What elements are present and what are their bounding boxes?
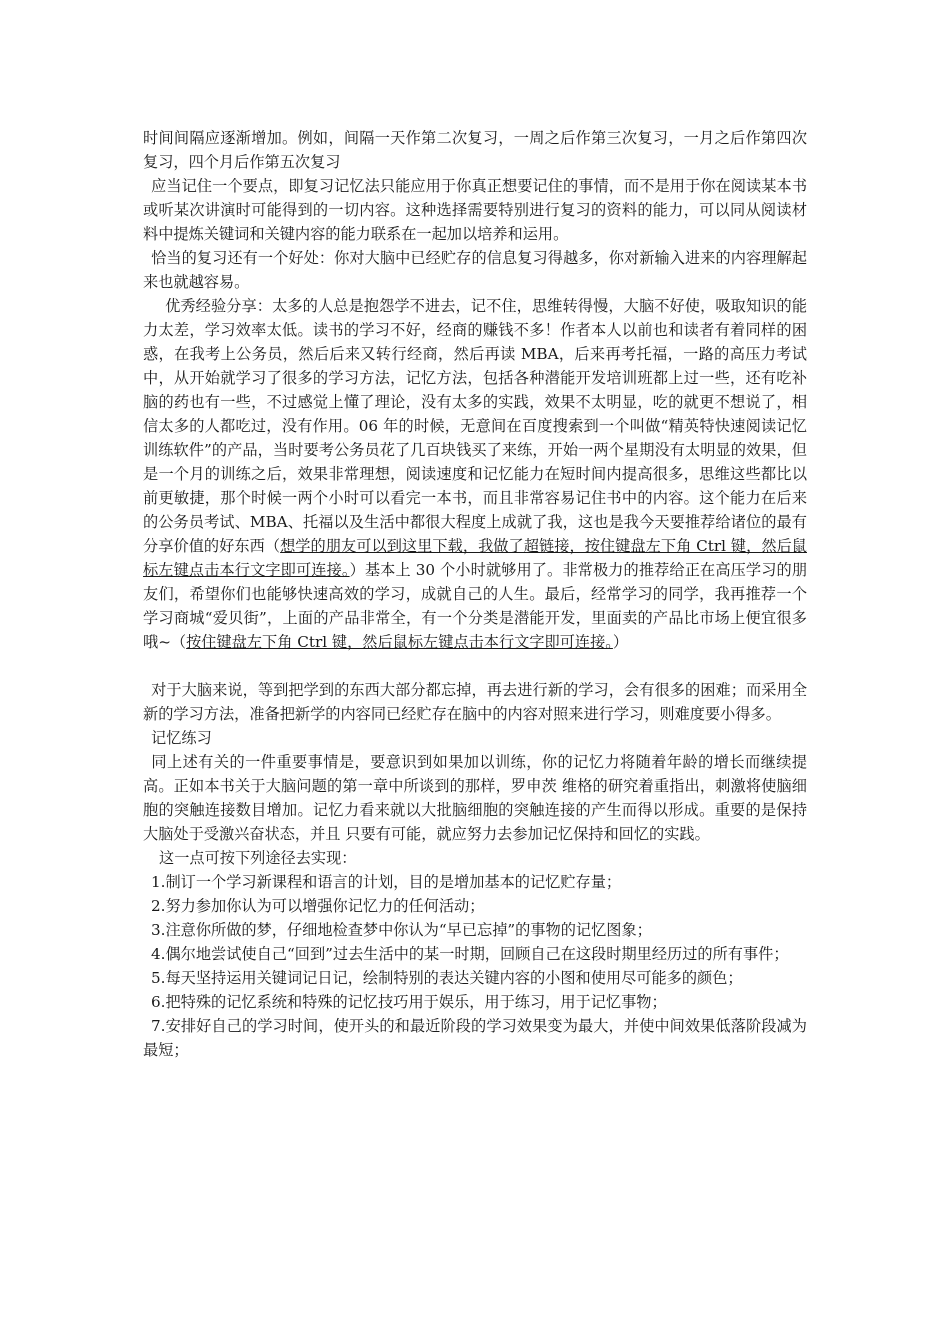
experience-share-text: 优秀经验分享：太多的人总是抱怨学不进去，记不住，思维转得慢，大脑不好使，吸取知识的能力太差，学习效率太低。读书的学习不好，经商的赚钱不多！作者本人以前也和读者有着同样的困惑，在我考上公务员，然后后来又转行经商，然后再读 MBA，后来再考托福，一路的高压力考试中，从开始就学习了很多的学习方法，记忆方法，包括各种潜能开发培训班都上过一些，还有吃补脑的药也有一些，不过感觉上懂了理论，没有太多的实践，效果不太明显，吃的就更不想说了，相信太多的人都吃过，没有作用。06 年的时候，无意间在百度搜索到一个叫做“精英特快速阅读记忆训练软件”的产品，当时要考公务员花了几百块钱买了来练，开始一两个星期没有太明显的效果，但是一个月的训练之后，效果非常理想，阅读速度和记忆能力在短时间内提高很多，思维这些都比以前更敏捷，那个时候一两个小时可以看完一本书，而且非常容易记住书中的内容。这个能力在后来的公务员考试、MBA、托福以及生活中都很大程度上成就了我，这也是我今天要推荐给诸位的最有分享价值的好东西（ (143, 297, 807, 555)
section-heading (143, 726, 807, 750)
paragraph-memory-training (143, 750, 807, 846)
list-item-text: 2.努力参加你认为可以增强你记忆力的任何活动； (151, 897, 485, 915)
paragraph-list-intro-text: 这一点可按下列途径去实现： (159, 849, 357, 867)
list-item (143, 966, 807, 990)
list-item-text: 7.安排好自己的学习时间，使开头的和最近阶段的学习效果变为最大，并使中间效果低落阶段减为最短； (143, 1017, 807, 1059)
list-item (143, 918, 807, 942)
paragraph-new-learning (143, 678, 807, 726)
list-item (143, 870, 807, 894)
list-item-text: 1.制订一个学习新课程和语言的计划，目的是增加基本的记忆贮存量； (151, 873, 622, 891)
list-item-text: 5.每天坚持运用关键词记日记，绘制特别的表达关键内容的小图和使用尽可能多的颜色； (151, 969, 743, 987)
list-item-text: 6.把特殊的记忆系统和特殊的记忆技巧用于娱乐，用于练习，用于记忆事物； (151, 993, 667, 1011)
paragraph-experience-share (143, 294, 807, 654)
shop-link[interactable]: 按住键盘左下角 Ctrl 键，然后鼠标左键点击本行文字即可连接。 (186, 633, 613, 651)
paragraph-review-benefit-text: 恰当的复习还有一个好处：你对大脑中已经贮存的信息复习得越多，你对新输入进来的内容理解起来也就越容易。 (143, 249, 807, 291)
paragraph-review-key-point (143, 174, 807, 246)
blank-line (143, 654, 807, 678)
list-item (143, 990, 807, 1014)
paragraph-review-intervals: 时间间隔应逐渐增加。例如，间隔一天作第二次复习，一周之后作第三次复习，一月之后作第四次复习，四个月后作第五次复习 (143, 129, 807, 171)
paragraph-list-intro (143, 846, 807, 870)
experience-share-middle-text: ）基本上 30 个小时就够用了。非常极力的推荐给正在高压学习的朋友们，希望你们也能够快速高效的学习，成就自己的人生。最后，经常学习的同学，我再推荐一个学习商城“爱贝街”，上面的产品非常全，有一个分类是潜能开发，里面卖的产品比市场上便宜很多哦~（ (143, 561, 808, 651)
section-heading-text: 记忆练习 (151, 729, 212, 747)
paragraph-review-key-point-text: 应当记住一个要点，即复习记忆法只能应用于你真正想要记住的事情，而不是用于你在阅读某本书或听某次讲演时可能得到的一切内容。这种选择需要特别进行复习的资料的能力，可以同从阅读材料中提炼关键词和关键内容的能力联系在一起加以培养和运用。 (143, 177, 807, 243)
list-item (143, 894, 807, 918)
list-item-text: 3.注意你所做的梦，仔细地检查梦中你认为“早已忘掉”的事物的记忆图象； (151, 921, 652, 939)
paragraph-review-benefit (143, 246, 807, 294)
list-item-text: 4.偶尔地尝试使自己“回到”过去生活中的某一时期，回顾自己在这段时期里经历过的所有事件； (151, 945, 789, 963)
experience-share-end-text: ） (612, 633, 629, 651)
list-item (143, 1014, 807, 1062)
download-link[interactable]: 想学的朋友可以到这里下载，我做了超链接，按住键盘左下角 Ctrl 键，然后鼠标左键点击本行文字即可连接。 (143, 537, 807, 579)
paragraph-memory-training-text: 同上述有关的一件重要事情是，要意识到如果加以训练，你的记忆力将随着年龄的增长而继续提高。正如本书关于大脑问题的第一章中所谈到的那样，罗申茨 维格的研究着重指出，刺激将使脑细胞的突触连接数目增加。记忆力看来就以大批脑细胞的突触连接的产生而得以形成。重要的是保持大脑处于受激兴奋状态，并且 只要有可能，就应努力去参加记忆保持和回忆的实践。 (143, 753, 807, 843)
paragraph-new-learning-text: 对于大脑来说，等到把学到的东西大部分都忘掉，再去进行新的学习，会有很多的困难；而采用全新的学习方法，准备把新学的内容同已经贮存在脑中的内容对照来进行学习，则难度要小得多。 (143, 681, 807, 723)
list-item (143, 942, 807, 966)
